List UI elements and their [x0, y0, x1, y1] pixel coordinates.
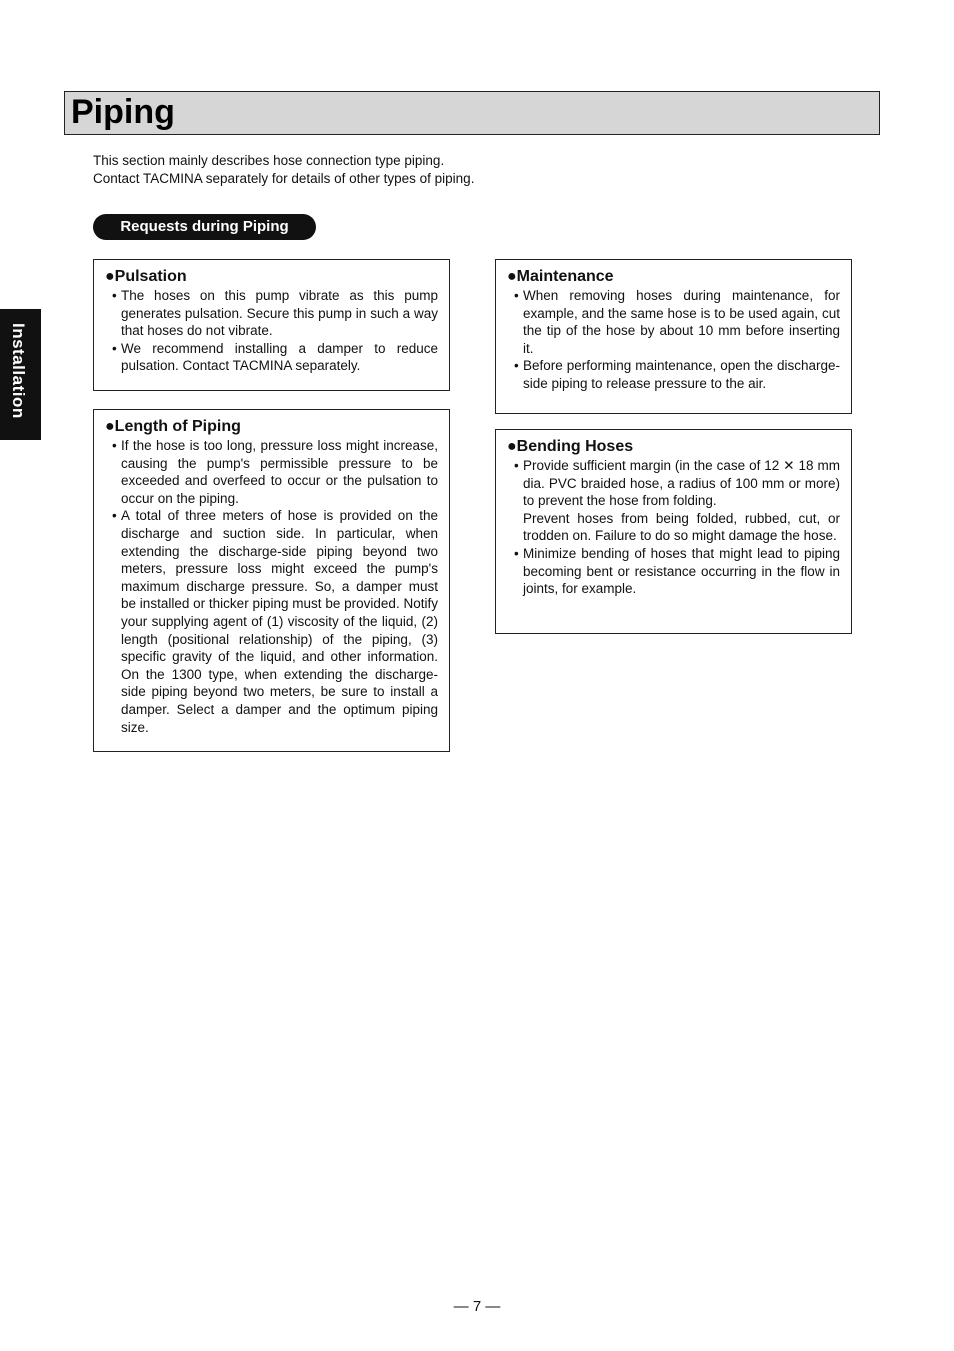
- list-item: • We recommend installing a damper to reduce pulsation. Contact TACMINA separately.: [105, 340, 438, 375]
- list-item: • If the hose is too long, pressure loss might increase, causing the pump's permissible pressure to be exceeded and overfeed to occur or the pulsation to occur on the piping.: [105, 437, 438, 507]
- maintenance-box: [495, 259, 852, 414]
- bending-list: [507, 457, 840, 598]
- page-number: — 7 —: [453, 1298, 501, 1315]
- length-list: [105, 437, 438, 736]
- intro-text: [93, 152, 613, 187]
- maintenance-title: ●Maintenance: [507, 268, 614, 285]
- pulsation-box: [93, 259, 450, 391]
- section-heading: Requests during Piping: [93, 214, 316, 240]
- bending-item-1-text: Provide sufficient margin (in the case of 12 ✕ 18 mm dia. PVC braided hose, a radius of 100 mm or more) to prevent the hose from folding.: [523, 458, 840, 509]
- intro-line-1: This section mainly describes hose connection type piping.: [93, 153, 445, 168]
- page-title-bar: [64, 91, 880, 135]
- list-item: • When removing hoses during maintenance, for example, and the same hose is to be used again, cut the tip of the hose by about 10 mm before inserting it.: [507, 287, 840, 357]
- pulsation-title: ●Pulsation: [105, 268, 187, 285]
- list-item: • The hoses on this pump vibrate as this pump generates pulsation. Secure this pump in such a way that hoses do not vibrate.: [105, 287, 438, 340]
- intro-line-2: Contact TACMINA separately for details of other types of piping.: [93, 170, 475, 186]
- list-item: • Minimize bending of hoses that might lead to piping becoming bent or resistance occurring in the flow in joints, for example.: [507, 545, 840, 598]
- bending-hoses-box: [495, 429, 852, 634]
- bending-item-1-continuation: Prevent hoses from being folded, rubbed, cut, or trodden on. Failure to do so might damage the hose.: [523, 510, 840, 544]
- page-title: Piping: [71, 93, 175, 131]
- list-item: • Before performing maintenance, open the discharge-side piping to release pressure to the air.: [507, 357, 840, 392]
- length-title: ●Length of Piping: [105, 418, 241, 435]
- maintenance-list: [507, 287, 840, 393]
- length-of-piping-box: [93, 409, 450, 752]
- bending-title: ●Bending Hoses: [507, 438, 634, 455]
- list-item: [507, 457, 840, 545]
- side-tab-label: Installation: [9, 323, 28, 419]
- list-item: • A total of three meters of hose is provided on the discharge and suction side. In particular, when extending the discharge-side piping beyond two meters, pressure loss might exceed the pump's maximum discharge pressure. So, a damper must be installed or thicker piping must be provided. Notify your supplying agent of (1) viscosity of the liquid, (2) length (positional relationship) of the piping, (3) specific gravity of the liquid, and other information. On the 1300 type, when extending the discharge-side piping beyond two meters, be sure to install a damper. Select a damper and the optimum piping size.: [105, 507, 438, 736]
- pulsation-list: [105, 287, 438, 375]
- side-tab-installation: [0, 309, 41, 440]
